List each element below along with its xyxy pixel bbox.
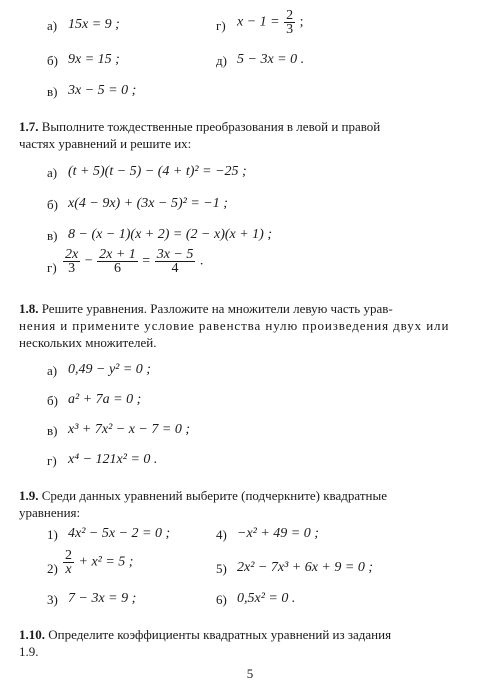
item-label-b: б) [47,53,58,68]
s19-equation-3: 7 − 3x = 9 ; [68,591,137,606]
section-1-10-heading: 1.10. Определите коэффициенты квадратных уравнений из задания 1.9. [19,627,392,659]
section-1-7-heading: 1.7. Выполните тождественные преобразования в левой и правой частях уравнений и решите их: [19,119,381,151]
s18-equation-a: 0,49 − y² = 0 ; [68,362,151,377]
s17-label-g: г) [47,260,57,275]
s18-label-v: в) [47,423,58,438]
s19-label-1: 1) [47,527,58,542]
equation-b: 9x = 15 ; [68,52,120,67]
s19-equation-4: −x² + 49 = 0 ; [237,526,319,541]
equation-d: 5 − 3x = 0 . [237,52,305,67]
item-label-d: д) [216,53,227,68]
s17-equation-b: x(4 − 9x) + (3x − 5)² = −1 ; [68,196,228,211]
s18-label-a: а) [47,363,58,378]
s19-label-2: 2) [47,561,58,576]
s18-equation-b: a² + 7a = 0 ; [68,392,142,407]
item-label-a: а) [47,18,58,33]
s18-equation-v: x³ + 7x² − x − 7 = 0 ; [68,422,190,437]
s17-label-b: б) [47,197,58,212]
s17-label-v: в) [47,228,58,243]
item-label-g: г) [216,18,226,33]
s19-equation-6: 0,5x² = 0 . [237,591,296,606]
item-label-v: в) [47,84,58,99]
s19-label-4: 4) [216,527,227,542]
s18-label-b: б) [47,393,58,408]
equation-g: x − 1 = $\frac{2}{3}$ ; [237,8,304,37]
s17-equation-v: 8 − (x − 1)(x + 2) = (2 − x)(x + 1) ; [68,227,272,242]
s19-equation-2: $\frac{2}{x}$ + x² = 5 ; [65,548,134,577]
s19-equation-5: 2x² − 7x³ + 6x + 9 = 0 ; [237,560,373,575]
s18-label-g: г) [47,453,57,468]
s18-equation-g: x⁴ − 121x² = 0 . [68,452,158,467]
equation-a: 15x = 9 ; [68,17,120,32]
s17-equation-a: (t + 5)(t − 5) − (4 + t)² = −25 ; [68,164,247,179]
s17-label-a: а) [47,165,58,180]
s19-label-5: 5) [216,561,227,576]
section-1-9-heading: 1.9. Среди данных уравнений выберите (подчеркните) квадратные уравнения: [19,488,387,520]
section-1-8-heading: 1.8. Решите уравнения. Разложите на множители левую часть урав- нения и примените условие равенства нулю произведения двух или нескольких множителей. [19,301,450,350]
equation-v: 3x − 5 = 0 ; [68,83,137,98]
page-number: 5 [246,666,254,681]
s19-label-6: 6) [216,592,227,607]
s19-equation-1: 4x² − 5x − 2 = 0 ; [68,526,171,541]
s19-label-3: 3) [47,592,58,607]
s17-equation-g: $\frac{2x}{3}$ − $\frac{2x + 1}{6}$ = $\frac{3x - 5}{4}$ . [65,247,204,276]
